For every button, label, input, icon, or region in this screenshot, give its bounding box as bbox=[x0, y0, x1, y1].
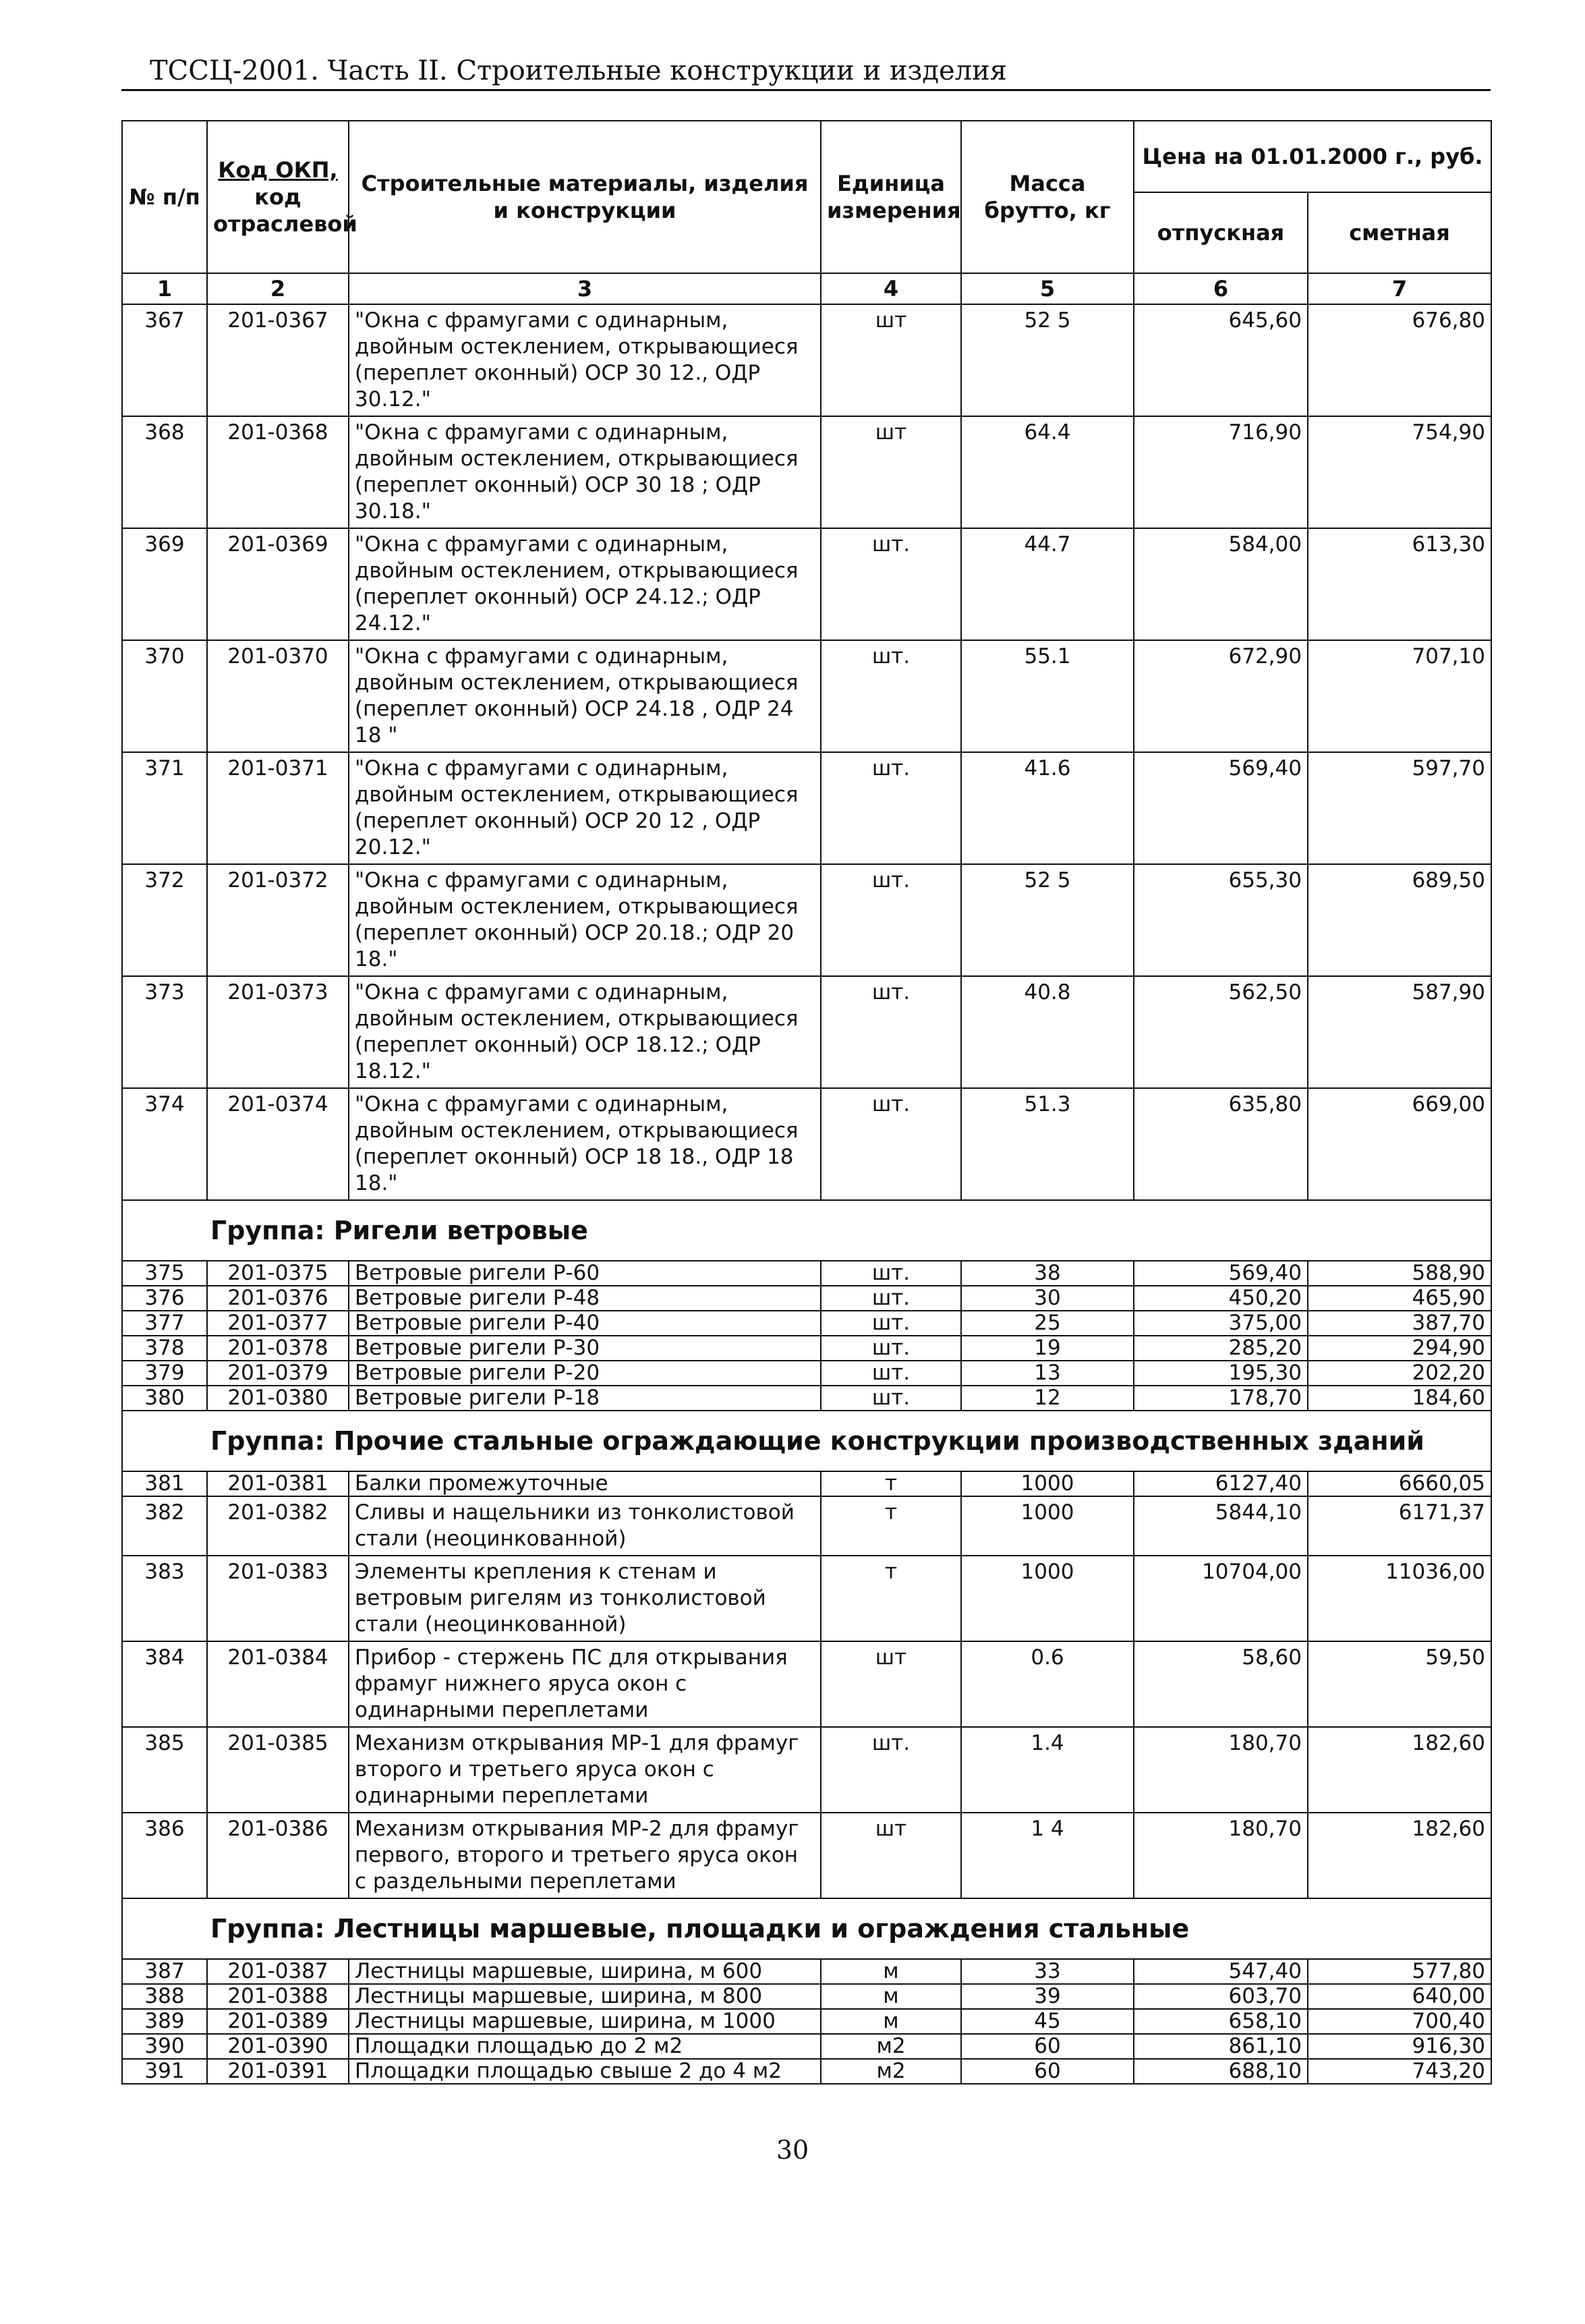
cell-name: Площадки площадью свыше 2 до 4 м2 bbox=[349, 2059, 821, 2084]
cell-mass: 1000 bbox=[961, 1556, 1134, 1641]
cell-code: 201-0385 bbox=[207, 1727, 349, 1813]
cell-code: 201-0377 bbox=[207, 1311, 349, 1336]
cell-no: 385 bbox=[122, 1727, 207, 1813]
cell-estimate-price: 182,60 bbox=[1308, 1727, 1491, 1813]
cell-name: Ветровые ригели Р-20 bbox=[349, 1361, 821, 1386]
cell-estimate-price: 597,70 bbox=[1308, 752, 1491, 864]
cell-unit: шт. bbox=[821, 528, 961, 640]
cell-name: Лестницы маршевые, ширина, м 1000 bbox=[349, 2009, 821, 2034]
cell-code: 201-0387 bbox=[207, 1959, 349, 1984]
cell-unit: шт bbox=[821, 1641, 961, 1727]
table-row bbox=[122, 1641, 1491, 1727]
table-row bbox=[122, 2059, 1491, 2084]
cell-no: 368 bbox=[122, 416, 207, 528]
table-row bbox=[122, 1984, 1491, 2009]
cell-unit: шт bbox=[821, 1813, 961, 1898]
cell-estimate-price: 577,80 bbox=[1308, 1959, 1491, 1984]
table-row bbox=[122, 1361, 1491, 1386]
table-row bbox=[122, 1261, 1491, 1286]
cell-unit: т bbox=[821, 1556, 961, 1641]
cell-name: Механизм открывания МР-2 для фрамуг первого, второго и третьего яруса окон с раздельными переплетами bbox=[349, 1813, 821, 1898]
page-header-title: ТССЦ-2001. Часть II. Строительные конструкции и изделия bbox=[150, 55, 1007, 86]
cell-release-price: 450,20 bbox=[1134, 1286, 1308, 1311]
col-number: 3 bbox=[349, 273, 821, 304]
cell-code: 201-0384 bbox=[207, 1641, 349, 1727]
cell-estimate-price: 202,20 bbox=[1308, 1361, 1491, 1386]
cell-unit: т bbox=[821, 1496, 961, 1556]
cell-no: 383 bbox=[122, 1556, 207, 1641]
cell-code: 201-0370 bbox=[207, 640, 349, 752]
cell-no: 371 bbox=[122, 752, 207, 864]
col-number: 7 bbox=[1308, 273, 1491, 304]
cell-no: 379 bbox=[122, 1361, 207, 1386]
cell-release-price: 861,10 bbox=[1134, 2034, 1308, 2059]
cell-release-price: 178,70 bbox=[1134, 1386, 1308, 1411]
cell-mass: 13 bbox=[961, 1361, 1134, 1386]
cell-unit: м2 bbox=[821, 2059, 961, 2084]
cell-code: 201-0373 bbox=[207, 976, 349, 1088]
cell-no: 386 bbox=[122, 1813, 207, 1898]
cell-no: 372 bbox=[122, 864, 207, 976]
cell-mass: 1000 bbox=[961, 1496, 1134, 1556]
cell-estimate-price: 700,40 bbox=[1308, 2009, 1491, 2034]
col-number: 4 bbox=[821, 273, 961, 304]
cell-name: Лестницы маршевые, ширина, м 600 bbox=[349, 1959, 821, 1984]
cell-code: 201-0375 bbox=[207, 1261, 349, 1286]
cell-release-price: 655,30 bbox=[1134, 864, 1308, 976]
price-table bbox=[121, 120, 1492, 2085]
table-row bbox=[122, 1386, 1491, 1411]
cell-name: "Окна с фрамугами с одинарным, двойным остеклением, открывающиеся (переплет оконный) ОСР 20.18.; ОДР 20 18." bbox=[349, 864, 821, 976]
table-row bbox=[122, 2034, 1491, 2059]
col-number: 2 bbox=[207, 273, 349, 304]
group-heading-row bbox=[122, 1411, 1491, 1471]
cell-release-price: 569,40 bbox=[1134, 1261, 1308, 1286]
cell-estimate-price: 182,60 bbox=[1308, 1813, 1491, 1898]
table-row bbox=[122, 1311, 1491, 1336]
group-heading-stairs: Группа: Лестницы маршевые, площадки и ограждения стальные bbox=[122, 1898, 1491, 1959]
cell-name: Площадки площадью до 2 м2 bbox=[349, 2034, 821, 2059]
cell-name: Ветровые ригели Р-30 bbox=[349, 1336, 821, 1361]
group-heading-steel-enclosures: Группа: Прочие стальные ограждающие конструкции производственных зданий bbox=[122, 1411, 1491, 1471]
cell-unit: шт bbox=[821, 304, 961, 416]
col-number: 1 bbox=[122, 273, 207, 304]
cell-mass: 55.1 bbox=[961, 640, 1134, 752]
cell-unit: м bbox=[821, 1984, 961, 2009]
cell-mass: 1000 bbox=[961, 1471, 1134, 1496]
cell-mass: 1 4 bbox=[961, 1813, 1134, 1898]
cell-release-price: 635,80 bbox=[1134, 1088, 1308, 1200]
cell-name: "Окна с фрамугами с одинарным, двойным остеклением, открывающиеся (переплет оконный) ОСР 30 12., ОДР 30.12." bbox=[349, 304, 821, 416]
cell-estimate-price: 916,30 bbox=[1308, 2034, 1491, 2059]
cell-name: "Окна с фрамугами с одинарным, двойным остеклением, открывающиеся (переплет оконный) ОСР 20 12 , ОДР 20.12." bbox=[349, 752, 821, 864]
cell-release-price: 180,70 bbox=[1134, 1727, 1308, 1813]
cell-no: 370 bbox=[122, 640, 207, 752]
table-row bbox=[122, 304, 1491, 416]
cell-estimate-price: 6171,37 bbox=[1308, 1496, 1491, 1556]
table-row bbox=[122, 1959, 1491, 1984]
cell-no: 380 bbox=[122, 1386, 207, 1411]
cell-mass: 39 bbox=[961, 1984, 1134, 2009]
cell-name: Элементы крепления к стенам и ветровым ригелям из тонколистовой стали (неоцинкованной) bbox=[349, 1556, 821, 1641]
cell-unit: шт. bbox=[821, 1286, 961, 1311]
cell-estimate-price: 754,90 bbox=[1308, 416, 1491, 528]
group-heading-row bbox=[122, 1200, 1491, 1261]
table-row bbox=[122, 1471, 1491, 1496]
cell-release-price: 562,50 bbox=[1134, 976, 1308, 1088]
cell-mass: 25 bbox=[961, 1311, 1134, 1336]
cell-code: 201-0381 bbox=[207, 1471, 349, 1496]
table-row bbox=[122, 1496, 1491, 1556]
cell-estimate-price: 588,90 bbox=[1308, 1261, 1491, 1286]
cell-estimate-price: 669,00 bbox=[1308, 1088, 1491, 1200]
header-divider bbox=[121, 89, 1491, 91]
cell-no: 369 bbox=[122, 528, 207, 640]
cell-estimate-price: 387,70 bbox=[1308, 1311, 1491, 1336]
cell-code: 201-0380 bbox=[207, 1386, 349, 1411]
cell-unit: шт. bbox=[821, 1088, 961, 1200]
cell-code: 201-0367 bbox=[207, 304, 349, 416]
cell-release-price: 195,30 bbox=[1134, 1361, 1308, 1386]
cell-name: "Окна с фрамугами с одинарным, двойным остеклением, открывающиеся (переплет оконный) ОСР 24.18 , ОДР 24 18 " bbox=[349, 640, 821, 752]
cell-code: 201-0382 bbox=[207, 1496, 349, 1556]
cell-estimate-price: 707,10 bbox=[1308, 640, 1491, 752]
table-row bbox=[122, 528, 1491, 640]
cell-no: 387 bbox=[122, 1959, 207, 1984]
col-header-code bbox=[207, 121, 357, 273]
cell-mass: 60 bbox=[961, 2059, 1134, 2084]
table-row bbox=[122, 2009, 1491, 2034]
cell-no: 378 bbox=[122, 1336, 207, 1361]
cell-code: 201-0386 bbox=[207, 1813, 349, 1898]
cell-unit: шт. bbox=[821, 640, 961, 752]
cell-name: Ветровые ригели Р-60 bbox=[349, 1261, 821, 1286]
cell-no: 390 bbox=[122, 2034, 207, 2059]
cell-code: 201-0368 bbox=[207, 416, 349, 528]
cell-unit: шт. bbox=[821, 864, 961, 976]
table-row bbox=[122, 640, 1491, 752]
cell-code: 201-0388 bbox=[207, 1984, 349, 2009]
cell-mass: 1.4 bbox=[961, 1727, 1134, 1813]
page-number: 30 bbox=[776, 2135, 809, 2165]
cell-estimate-price: 11036,00 bbox=[1308, 1556, 1491, 1641]
cell-estimate-price: 743,20 bbox=[1308, 2059, 1491, 2084]
cell-mass: 52 5 bbox=[961, 864, 1134, 976]
cell-name: "Окна с фрамугами с одинарным, двойным остеклением, открывающиеся (переплет оконный) ОСР 18 18., ОДР 18 18." bbox=[349, 1088, 821, 1200]
cell-release-price: 5844,10 bbox=[1134, 1496, 1308, 1556]
table-row bbox=[122, 1813, 1491, 1898]
cell-name: "Окна с фрамугами с одинарным, двойным остеклением, открывающиеся (переплет оконный) ОСР 18.12.; ОДР 18.12." bbox=[349, 976, 821, 1088]
cell-estimate-price: 613,30 bbox=[1308, 528, 1491, 640]
cell-code: 201-0378 bbox=[207, 1336, 349, 1361]
table-row bbox=[122, 416, 1491, 528]
cell-no: 374 bbox=[122, 1088, 207, 1200]
cell-mass: 19 bbox=[961, 1336, 1134, 1361]
cell-unit: шт. bbox=[821, 1727, 961, 1813]
cell-estimate-price: 689,50 bbox=[1308, 864, 1491, 976]
cell-mass: 0.6 bbox=[961, 1641, 1134, 1727]
cell-code: 201-0383 bbox=[207, 1556, 349, 1641]
cell-mass: 64.4 bbox=[961, 416, 1134, 528]
cell-code: 201-0369 bbox=[207, 528, 349, 640]
cell-release-price: 10704,00 bbox=[1134, 1556, 1308, 1641]
cell-estimate-price: 294,90 bbox=[1308, 1336, 1491, 1361]
cell-unit: шт. bbox=[821, 1311, 961, 1336]
cell-code: 201-0379 bbox=[207, 1361, 349, 1386]
cell-no: 382 bbox=[122, 1496, 207, 1556]
table-row bbox=[122, 1336, 1491, 1361]
cell-release-price: 569,40 bbox=[1134, 752, 1308, 864]
cell-mass: 51.3 bbox=[961, 1088, 1134, 1200]
table-row bbox=[122, 1727, 1491, 1813]
col-header-material: Строительные материалы, изделия и конструкции bbox=[349, 121, 821, 273]
cell-mass: 40.8 bbox=[961, 976, 1134, 1088]
cell-mass: 44.7 bbox=[961, 528, 1134, 640]
table-row bbox=[122, 976, 1491, 1088]
col-header-no: № п/п bbox=[122, 121, 207, 273]
cell-release-price: 584,00 bbox=[1134, 528, 1308, 640]
cell-no: 373 bbox=[122, 976, 207, 1088]
cell-release-price: 688,10 bbox=[1134, 2059, 1308, 2084]
cell-estimate-price: 184,60 bbox=[1308, 1386, 1491, 1411]
cell-mass: 41.6 bbox=[961, 752, 1134, 864]
col-header-release: отпускная bbox=[1134, 192, 1308, 273]
cell-name: "Окна с фрамугами с одинарным, двойным остеклением, открывающиеся (переплет оконный) ОСР 30 18 ; ОДР 30.18." bbox=[349, 416, 821, 528]
cell-no: 377 bbox=[122, 1311, 207, 1336]
cell-code: 201-0391 bbox=[207, 2059, 349, 2084]
table-row bbox=[122, 864, 1491, 976]
col-header-code-branch: код отраслевой bbox=[213, 184, 357, 237]
column-number-row bbox=[122, 273, 1491, 304]
cell-release-price: 547,40 bbox=[1134, 1959, 1308, 1984]
cell-mass: 45 bbox=[961, 2009, 1134, 2034]
cell-estimate-price: 465,90 bbox=[1308, 1286, 1491, 1311]
cell-unit: м bbox=[821, 2009, 961, 2034]
cell-name: Лестницы маршевые, ширина, м 800 bbox=[349, 1984, 821, 2009]
col-header-mass: Масса брутто, кг bbox=[961, 121, 1134, 273]
cell-release-price: 58,60 bbox=[1134, 1641, 1308, 1727]
cell-no: 367 bbox=[122, 304, 207, 416]
cell-name: Ветровые ригели Р-40 bbox=[349, 1311, 821, 1336]
cell-code: 201-0374 bbox=[207, 1088, 349, 1200]
cell-no: 388 bbox=[122, 1984, 207, 2009]
cell-unit: м2 bbox=[821, 2034, 961, 2059]
cell-unit: шт. bbox=[821, 752, 961, 864]
cell-no: 381 bbox=[122, 1471, 207, 1496]
cell-no: 376 bbox=[122, 1286, 207, 1311]
cell-mass: 12 bbox=[961, 1386, 1134, 1411]
cell-unit: шт. bbox=[821, 1336, 961, 1361]
cell-code: 201-0389 bbox=[207, 2009, 349, 2034]
cell-estimate-price: 59,50 bbox=[1308, 1641, 1491, 1727]
cell-release-price: 645,60 bbox=[1134, 304, 1308, 416]
cell-mass: 38 bbox=[961, 1261, 1134, 1286]
table-row bbox=[122, 1088, 1491, 1200]
cell-unit: шт. bbox=[821, 976, 961, 1088]
cell-estimate-price: 640,00 bbox=[1308, 1984, 1491, 2009]
cell-unit: шт. bbox=[821, 1261, 961, 1286]
cell-code: 201-0376 bbox=[207, 1286, 349, 1311]
cell-code: 201-0371 bbox=[207, 752, 349, 864]
group-heading-wind-girders: Группа: Ригели ветровые bbox=[122, 1200, 1491, 1261]
cell-unit: шт. bbox=[821, 1361, 961, 1386]
cell-no: 389 bbox=[122, 2009, 207, 2034]
cell-release-price: 672,90 bbox=[1134, 640, 1308, 752]
cell-estimate-price: 676,80 bbox=[1308, 304, 1491, 416]
cell-release-price: 6127,40 bbox=[1134, 1471, 1308, 1496]
cell-release-price: 285,20 bbox=[1134, 1336, 1308, 1361]
cell-release-price: 603,70 bbox=[1134, 1984, 1308, 2009]
cell-name: Сливы и нащельники из тонколистовой стали (неоцинкованной) bbox=[349, 1496, 821, 1556]
col-number: 5 bbox=[961, 273, 1134, 304]
col-header-code-okp: Код ОКП, bbox=[218, 157, 338, 183]
cell-no: 391 bbox=[122, 2059, 207, 2084]
cell-estimate-price: 6660,05 bbox=[1308, 1471, 1491, 1496]
cell-unit: шт. bbox=[821, 1386, 961, 1411]
col-header-estimate: сметная bbox=[1308, 192, 1491, 273]
table-row bbox=[122, 752, 1491, 864]
table-row bbox=[122, 1556, 1491, 1641]
cell-name: Балки промежуточные bbox=[349, 1471, 821, 1496]
cell-name: "Окна с фрамугами с одинарным, двойным остеклением, открывающиеся (переплет оконный) ОСР 24.12.; ОДР 24.12." bbox=[349, 528, 821, 640]
cell-code: 201-0390 bbox=[207, 2034, 349, 2059]
col-header-unit: Единица измерения bbox=[821, 121, 961, 273]
cell-no: 384 bbox=[122, 1641, 207, 1727]
cell-name: Прибор - стержень ПС для открывания фрамуг нижнего яруса окон с одинарными переплетами bbox=[349, 1641, 821, 1727]
cell-name: Ветровые ригели Р-48 bbox=[349, 1286, 821, 1311]
cell-mass: 60 bbox=[961, 2034, 1134, 2059]
col-header-price: Цена на 01.01.2000 г., руб. bbox=[1134, 121, 1491, 192]
cell-unit: т bbox=[821, 1471, 961, 1496]
cell-unit: шт bbox=[821, 416, 961, 528]
cell-release-price: 375,00 bbox=[1134, 1311, 1308, 1336]
col-number: 6 bbox=[1134, 273, 1308, 304]
cell-mass: 30 bbox=[961, 1286, 1134, 1311]
cell-unit: м bbox=[821, 1959, 961, 1984]
cell-release-price: 658,10 bbox=[1134, 2009, 1308, 2034]
cell-release-price: 716,90 bbox=[1134, 416, 1308, 528]
cell-name: Ветровые ригели Р-18 bbox=[349, 1386, 821, 1411]
cell-release-price: 180,70 bbox=[1134, 1813, 1308, 1898]
cell-mass: 52 5 bbox=[961, 304, 1134, 416]
group-heading-row bbox=[122, 1898, 1491, 1959]
cell-mass: 33 bbox=[961, 1959, 1134, 1984]
cell-name: Механизм открывания МР-1 для фрамуг второго и третьего яруса окон с одинарными переплетами bbox=[349, 1727, 821, 1813]
cell-estimate-price: 587,90 bbox=[1308, 976, 1491, 1088]
table-row bbox=[122, 1286, 1491, 1311]
cell-no: 375 bbox=[122, 1261, 207, 1286]
cell-code: 201-0372 bbox=[207, 864, 349, 976]
